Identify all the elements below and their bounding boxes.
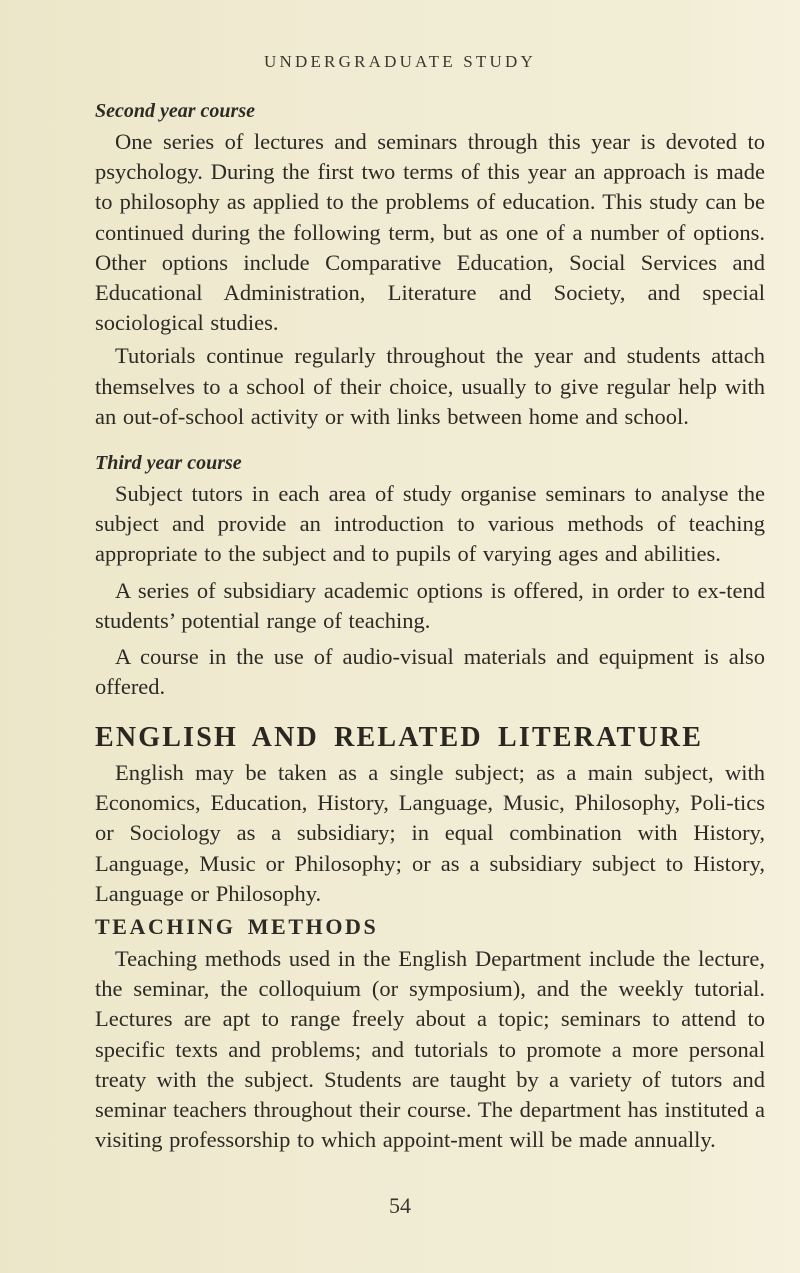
- english-heading: ENGLISH AND RELATED LITERATURE: [95, 722, 704, 753]
- second-year-heading: Second year course: [95, 100, 255, 122]
- third-year-paragraph-3: A course in the use of audio-visual materials and equipment is also offered.: [95, 644, 765, 700]
- teaching-methods-section: [95, 914, 765, 1155]
- teaching-methods-paragraph: Teaching methods used in the English Department include the lecture, the seminar, the colloquium (or symposium), and the weekly tutorial. Lectures are apt to range freely about a topic; seminars to attend to specific texts and problems; and tutorials to promote a more personal treaty with the subject. Students are taught by a variety of tutors and seminar teachers throughout their course. The department has instituted a visiting professorship to which appoint-ment will be made annually.: [95, 946, 765, 1153]
- second-year-paragraph-1: One series of lectures and seminars through this year is devoted to psychology. During the first two terms of this year an approach is made to philosophy as applied to the problems of education. This study can be continued during the following term, but as one of a number of options. Other options include Comparative Education, Social Services and Educational Administration, Literature and Society, and special sociological studies.: [95, 129, 765, 336]
- second-year-paragraph-2: Tutorials continue regularly throughout the year and students attach themselves to a school of their choice, usually to give regular help with an out-of-school activity or with links between home and school.: [95, 343, 765, 429]
- third-year-section: [95, 452, 765, 702]
- teaching-methods-heading: TEACHING METHODS: [95, 914, 379, 939]
- english-section: [95, 722, 765, 909]
- second-year-section: [95, 100, 765, 432]
- page-number: 54: [389, 1193, 411, 1218]
- running-head: UNDERGRADUATE STUDY: [264, 52, 536, 71]
- third-year-paragraph-2: A series of subsidiary academic options is offered, in order to ex-tend students’ potential range of teaching.: [95, 577, 765, 633]
- third-year-heading: Third year course: [95, 452, 242, 474]
- english-paragraph: English may be taken as a single subject; as a main subject, with Economics, Education, History, Language, Music, Philosophy, Poli-tics or Sociology as a subsidiary; in equal combination with History, Language, Music or Philosophy; or as a subsidiary subject to History, Language or Philosophy.: [95, 760, 765, 906]
- third-year-paragraph-1: Subject tutors in each area of study organise seminars to analyse the subject and provide an introduction to various methods of teaching appropriate to the subject and to pupils of varying ages and abilities.: [95, 481, 765, 567]
